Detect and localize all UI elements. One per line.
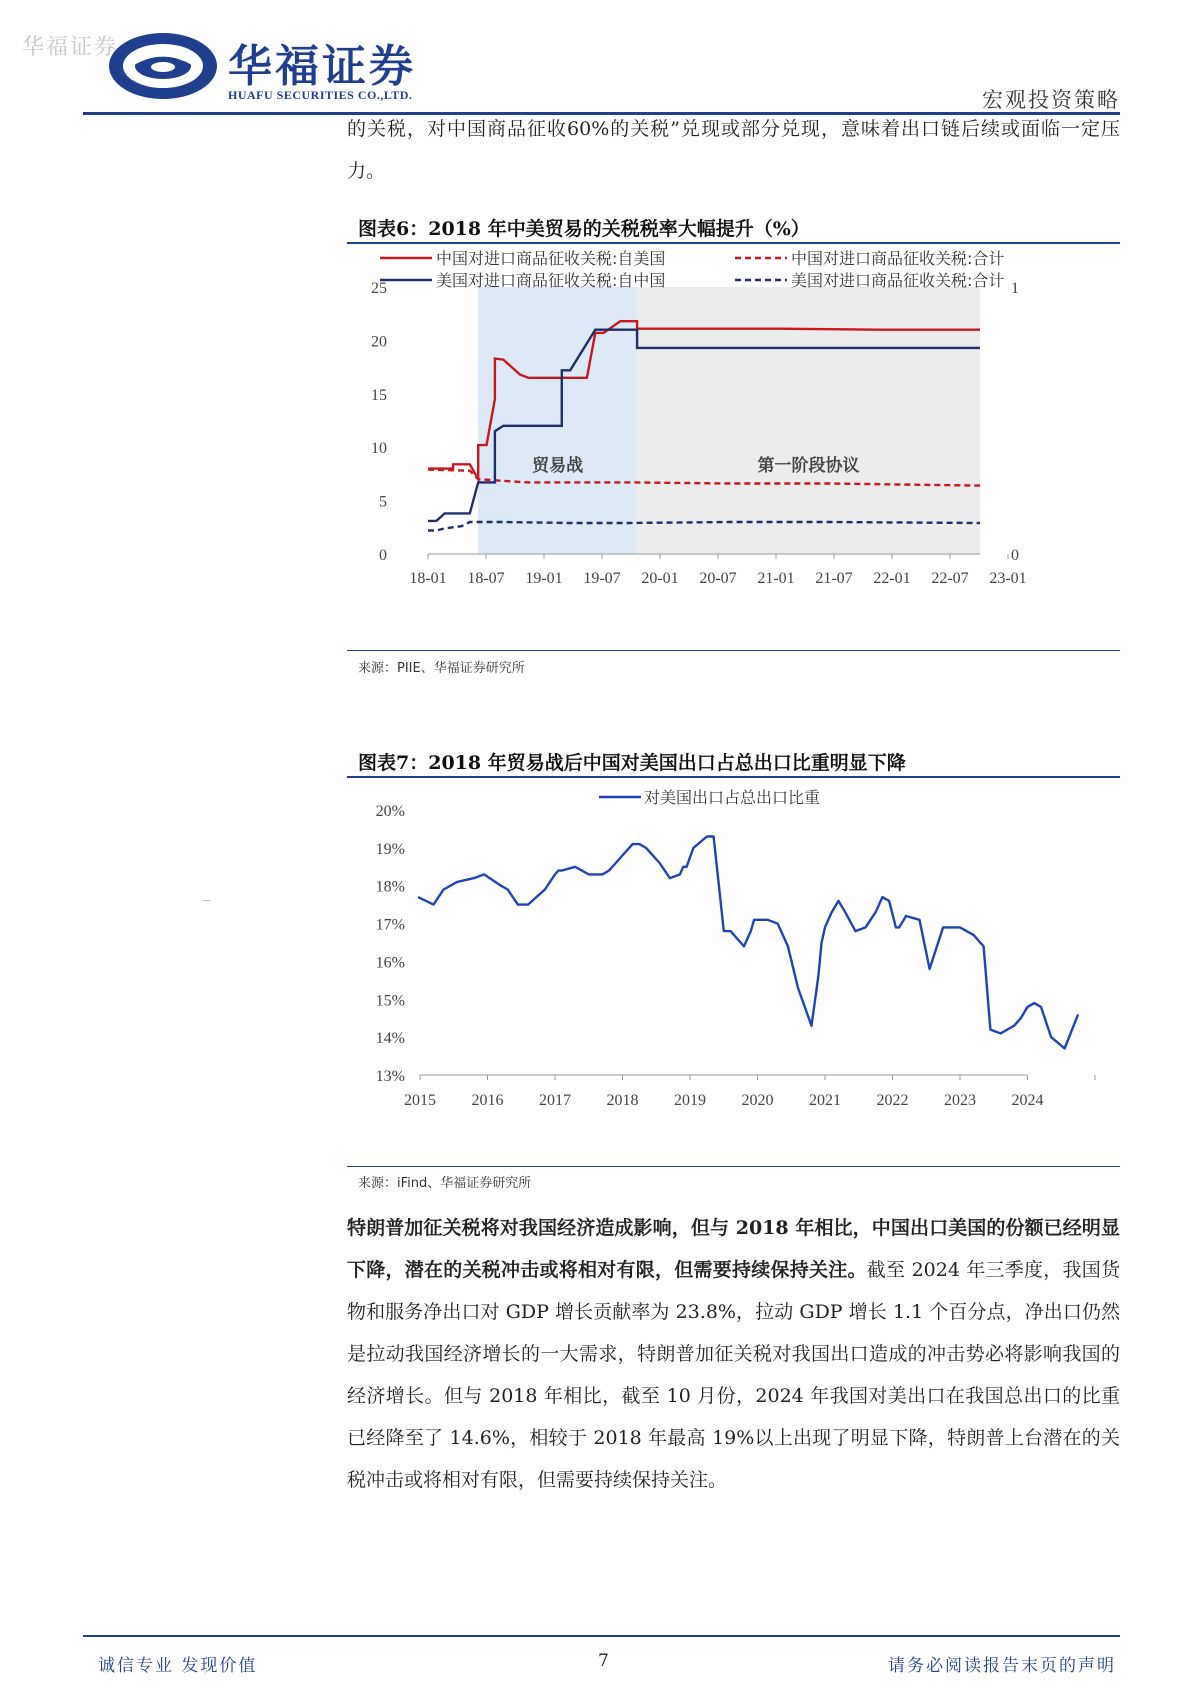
figure7-x-tick-3: 2018 xyxy=(606,1092,639,1109)
footer-rule xyxy=(83,1635,1120,1637)
figure6-region-label-1: 第一阶段协议 xyxy=(757,456,860,476)
figure6-y2-tick-0: 0 xyxy=(1011,547,1019,564)
paragraph-analysis xyxy=(347,1207,1120,1501)
figure6-top-rule xyxy=(347,242,1120,244)
stray-mark xyxy=(202,900,210,901)
figure6-x-tick-2: 19-01 xyxy=(525,570,563,587)
figure6-y-tick-4: 20 xyxy=(371,333,387,351)
page-number: 7 xyxy=(598,1651,609,1671)
figure7-x-tick-5: 2020 xyxy=(741,1092,774,1109)
figure6-x-tick-1: 18-07 xyxy=(467,570,505,587)
logo-chinese-name: 华福证券 xyxy=(228,41,416,92)
figure6-y-tick-3: 15 xyxy=(371,386,387,404)
figure7-y-tick-7: 20% xyxy=(375,803,405,820)
figure7-y-tick-4: 17% xyxy=(375,916,405,934)
figure7-y-tick-5: 18% xyxy=(375,878,405,896)
figure6-legend-label-2: 美国对进口商品征收关税:自中国 xyxy=(436,271,666,290)
figure6-y-tick-5: 25 xyxy=(371,280,387,297)
figure6-y-tick-0: 0 xyxy=(379,547,387,564)
figure6-chart xyxy=(347,248,1120,648)
paragraph-intro: 的关税，对中国商品征收60%的关税”兑现或部分兑现，意味着出口链后续或面临一定压力。 xyxy=(347,118,1120,182)
figure7-source: 来源：iFind、华福证券研究所 xyxy=(358,1176,532,1191)
figure6-region-label-0: 贸易战 xyxy=(532,456,584,476)
figure7-y-tick-2: 15% xyxy=(375,992,405,1010)
figure7-x-tick-7: 2022 xyxy=(876,1092,909,1109)
figure6-x-tick-4: 20-01 xyxy=(641,570,679,587)
figure7-x-tick-1: 2016 xyxy=(471,1092,504,1109)
figure7-chart xyxy=(347,782,1120,1166)
figure6-y-tick-2: 10 xyxy=(371,440,387,458)
figure7-series-0 xyxy=(418,837,1078,1049)
figure7-bottom-rule xyxy=(347,1166,1120,1167)
figure6-legend-label-3: 美国对进口商品征收关税:合计 xyxy=(791,271,1005,290)
figure7-title: 图表7：2018 年贸易战后中国对美国出口占总出口比重明显下降 xyxy=(358,752,906,774)
figure6-x-tick-7: 21-07 xyxy=(815,570,853,587)
figure6-bottom-rule xyxy=(347,650,1120,651)
paragraph-analysis-bold: 特朗普加征关税将对我国经济造成影响，但与 2018 年相比，中国出口美国的份额已经明显下降，潜在的关税冲击或将相对有限，但需要持续保持关注。 xyxy=(347,1217,1120,1281)
footer-slogan: 诚信专业 发现价值 xyxy=(98,1656,258,1676)
figure7-x-tick-6: 2021 xyxy=(809,1092,841,1109)
figure7-legend-label-0: 对美国出口占总出口比重 xyxy=(644,788,821,807)
figure7-x-tick-9: 2024 xyxy=(1011,1092,1044,1109)
figure7-y-tick-6: 19% xyxy=(375,840,405,858)
figure6-x-tick-10: 23-01 xyxy=(989,570,1027,587)
footer-disclaimer: 请务必阅读报告末页的声明 xyxy=(888,1656,1116,1676)
figure6-source: 来源：PIIE、华福证券研究所 xyxy=(358,661,525,676)
figure6-title: 图表6：2018 年中美贸易的关税税率大幅提升（%） xyxy=(358,218,810,240)
figure6-region-1 xyxy=(637,287,980,554)
figure6-x-tick-8: 22-01 xyxy=(873,570,911,587)
figure6-x-tick-0: 18-01 xyxy=(409,570,447,587)
figure6-x-tick-3: 19-07 xyxy=(583,570,621,587)
watermark-text: 华福证券 xyxy=(22,35,119,60)
paragraph-analysis-body: 截至 2024 年三季度，我国货物和服务净出口对 GDP 增长贡献率为 23.8%，拉动 GDP 增长 1.1 个百分点，净出口仍然是拉动我国经济增长的一大需求，特朗普加征关税对我国出口造成的冲击势必将影响我国的经济增长。但与 2018 年相比，截至 10 月份，2024 年我国对美出口在我国总出口的比重已经降至了 14.6%，相较于 2018 年最高 19%以上出现了明显下降，特朗普上台潜在的关税冲击或将相对有限，但需要持续保持关注。 xyxy=(347,1259,1120,1491)
logo-english-name: HUAFU SECURITIES CO.,LTD. xyxy=(228,88,413,102)
figure7-y-tick-1: 14% xyxy=(375,1030,405,1048)
huafu-logo-icon xyxy=(106,30,221,102)
figure6-legend-label-0: 中国对进口商品征收关税:自美国 xyxy=(436,249,666,268)
figure6-x-tick-6: 21-01 xyxy=(757,570,795,587)
figure6-legend-label-1: 中国对进口商品征收关税:合计 xyxy=(791,249,1005,268)
figure7-y-tick-0: 13% xyxy=(375,1068,405,1085)
figure6-y-tick-1: 5 xyxy=(379,493,387,511)
figure7-x-tick-0: 2015 xyxy=(404,1092,436,1109)
figure7-x-tick-4: 2019 xyxy=(674,1092,706,1109)
figure7-x-tick-8: 2023 xyxy=(944,1092,976,1109)
figure6-x-tick-9: 22-07 xyxy=(931,570,969,587)
figure6-x-tick-5: 20-07 xyxy=(699,570,737,587)
figure7-top-rule xyxy=(347,776,1120,778)
figure6-y2-tick-1: 1 xyxy=(1011,280,1019,297)
figure7-x-tick-2: 2017 xyxy=(539,1092,571,1109)
document-type: 宏观投资策略 xyxy=(982,88,1120,112)
figure7-y-tick-3: 16% xyxy=(375,954,405,972)
